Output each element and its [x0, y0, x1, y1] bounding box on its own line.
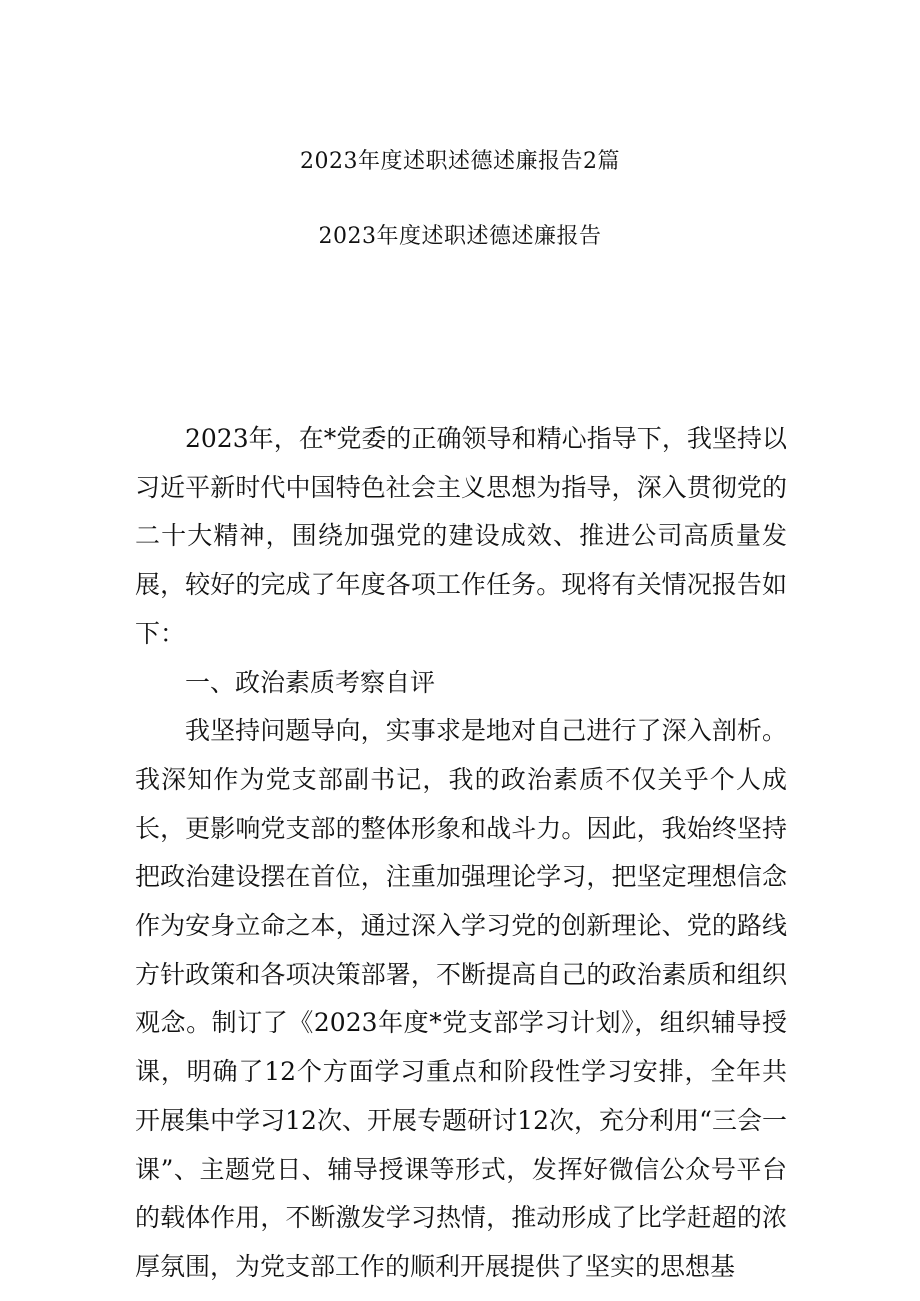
- document-body: [135, 415, 787, 1292]
- intro-paragraph: 2023年，在*党委的正确领导和精心指导下，我坚持以习近平新时代中国特色社会主义思想为指导，深入贯彻党的二十大精神，围绕加强党的建设成效、推进公司高质量发展，较好的完成了年度各项工作任务。现将有关情况报告如下：: [135, 424, 787, 648]
- section-heading: 一、政治素质考察自评: [185, 667, 436, 697]
- section-paragraph: 我坚持问题导向，实事求是地对自己进行了深入剖析。我深知作为党支部副书记，我的政治素质不仅关乎个人成长，更影响党支部的整体形象和战斗力。因此，我始终坚持把政治建设摆在首位，注重加强理论学习，把坚定理想信念作为安身立命之本，通过深入学习党的创新理论、党的路线方针政策和各项决策部署，不断提高自己的政治素质和组织观念。制订了《2023年度*党支部学习计划》，组织辅导授课，明确了12个方面学习重点和阶段性学习安排，全年共开展集中学习12次、开展专题研讨12次，充分利用“三会一课”、主题党日、辅导授课等形式，发挥好微信公众号平台的载体作用，不断激发学习热情，推动形成了比学赶超的浓厚氛围，为党支部工作的顺利开展提供了坚实的思想基: [135, 716, 787, 1281]
- document-title: 2023年度述职述德述廉报告2篇: [300, 149, 620, 174]
- document-subtitle: 2023年度述职述德述廉报告: [318, 224, 602, 249]
